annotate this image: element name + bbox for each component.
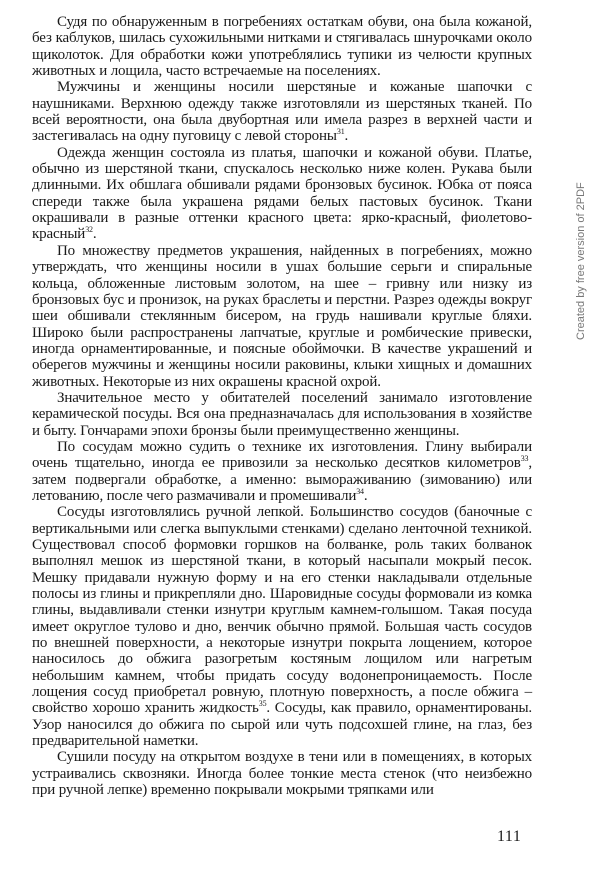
paragraph: Судя по обнаруженным в погребениях остаткам обуви, она была кожаной, без каблуков, шилась сухожильными нитками и стягивалась шнурочками около щиколоток. Для обработки кожи употреблялись тупики из челюсти крупных животных и лощила, часто встречаемые на поселениях. [32, 14, 532, 80]
paragraph: По сосудам можно судить о технике их изготовления. Глину выбирали очень тщательно, иногда ее привозили за несколько десятков километров$^{33}$, затем подвергали обработке, а именно: вымораживанию (зимованию) или летованию, после чего размачивали и промешивали$^{34}$. [32, 438, 532, 504]
footnote-ref: 33 [520, 454, 529, 464]
footnote-ref: 35 [258, 699, 267, 709]
paragraph: По множеству предметов украшения, найденных в погребениях, можно утверждать, что женщины носили в ушах большие серьги и спиральные кольца, обложенные листовым золотом, на шее – гривну или низку из бронзовых бус и пронизок, на руках браслеты и перстни. Разрез одежды вокруг шеи обшивали стеклянным бисером, на грудь нашивали круглые бляхи. Широко были распространены лапчатые, круглые и ромбические привески, иногда орнаментированные, и поясные обоймочки. В качестве украшений и оберегов мужчины и женщины носили раковины, клыки хищных и домашних животных. Некоторые из них окрашены красной охрой. [32, 242, 532, 390]
document-page [32, 14, 532, 814]
page-number: 111 [497, 828, 522, 845]
footnote-ref: 32 [85, 225, 93, 235]
paragraph: Мужчины и женщины носили шерстяные и кожаные шапочки с наушниками. Верхнюю одежду также изготовляли из шерстяных тканей. По всей вероятности, она была двубортная или имела разрез в верхней части и застегивалась на одну пуговицу с левой стороны$^{31}$. [32, 79, 532, 145]
body-text [32, 14, 532, 799]
watermark: Created by free version of 2PDF [575, 182, 587, 340]
paragraph: Сосуды изготовлялись ручной лепкой. Большинство сосудов (баночные с вертикальными или слегка выпуклыми стенками) сделано ленточной техникой. Существовал способ формовки горшков на болванке, роль таких болванок выполнял мешок из шерстяной ткани, в который насыпали мокрый песок. Мешку придавали нужную форму и на его стенки накладывали отдельные полосы из глины и прикрепляли дно. Шаровидные сосуды формовали из комка глины, выдавливали стенки изнутри круглым камнем-голышом. Такая посуда имеет округлое тулово и дно, венчик обычно прямой. Большая часть сосудов по внешней поверхности, а некоторые изнутри покрыта лощением, которое наносилось до обжига разогретым костяным лощилом или нагретым небольшим камнем, чтобы придать сосуду водонепроницаемость. После лощения сосуд приобретал ровную, плотную поверхность, а после обжига – свойство хорошо хранить жидкость$^{35}$. Сосуды, как правило, орнаментированы. Узор наносился до обжига по сырой или чуть подсохшей глине, на глаз, без предварительной наметки. [32, 504, 533, 750]
paragraph: Одежда женщин состояла из платья, шапочки и кожаной обуви. Платье, обычно из шерстяной ткани, спускалось несколько ниже колен. Рукава были длинными. Их обшлага обшивали рядами бронзовых бусинок. Юбка от пояса спереди также была украшена рядами белых пастовых бусинок. Ткани окрашивали в разные оттенки красного цвета: ярко-красный, фиолетово-красный$^{32}$. [32, 144, 532, 243]
paragraph: Сушили посуду на открытом воздухе в тени или в помещениях, в которых устраивались сквозняки. Иногда более тонкие места стенок (что неизбежно при ручной лепке) временно покрывали мокрыми тряпками или [32, 749, 532, 799]
footnote-ref: 34 [356, 486, 364, 496]
footnote-ref: 31 [336, 127, 345, 137]
paragraph: Значительное место у обитателей поселений занимало изготовление керамической посуды. Вся она предназначалась для использования в хозяйстве и быту. Гончарами эпохи бронзы были преимущественно женщины. [32, 389, 532, 439]
